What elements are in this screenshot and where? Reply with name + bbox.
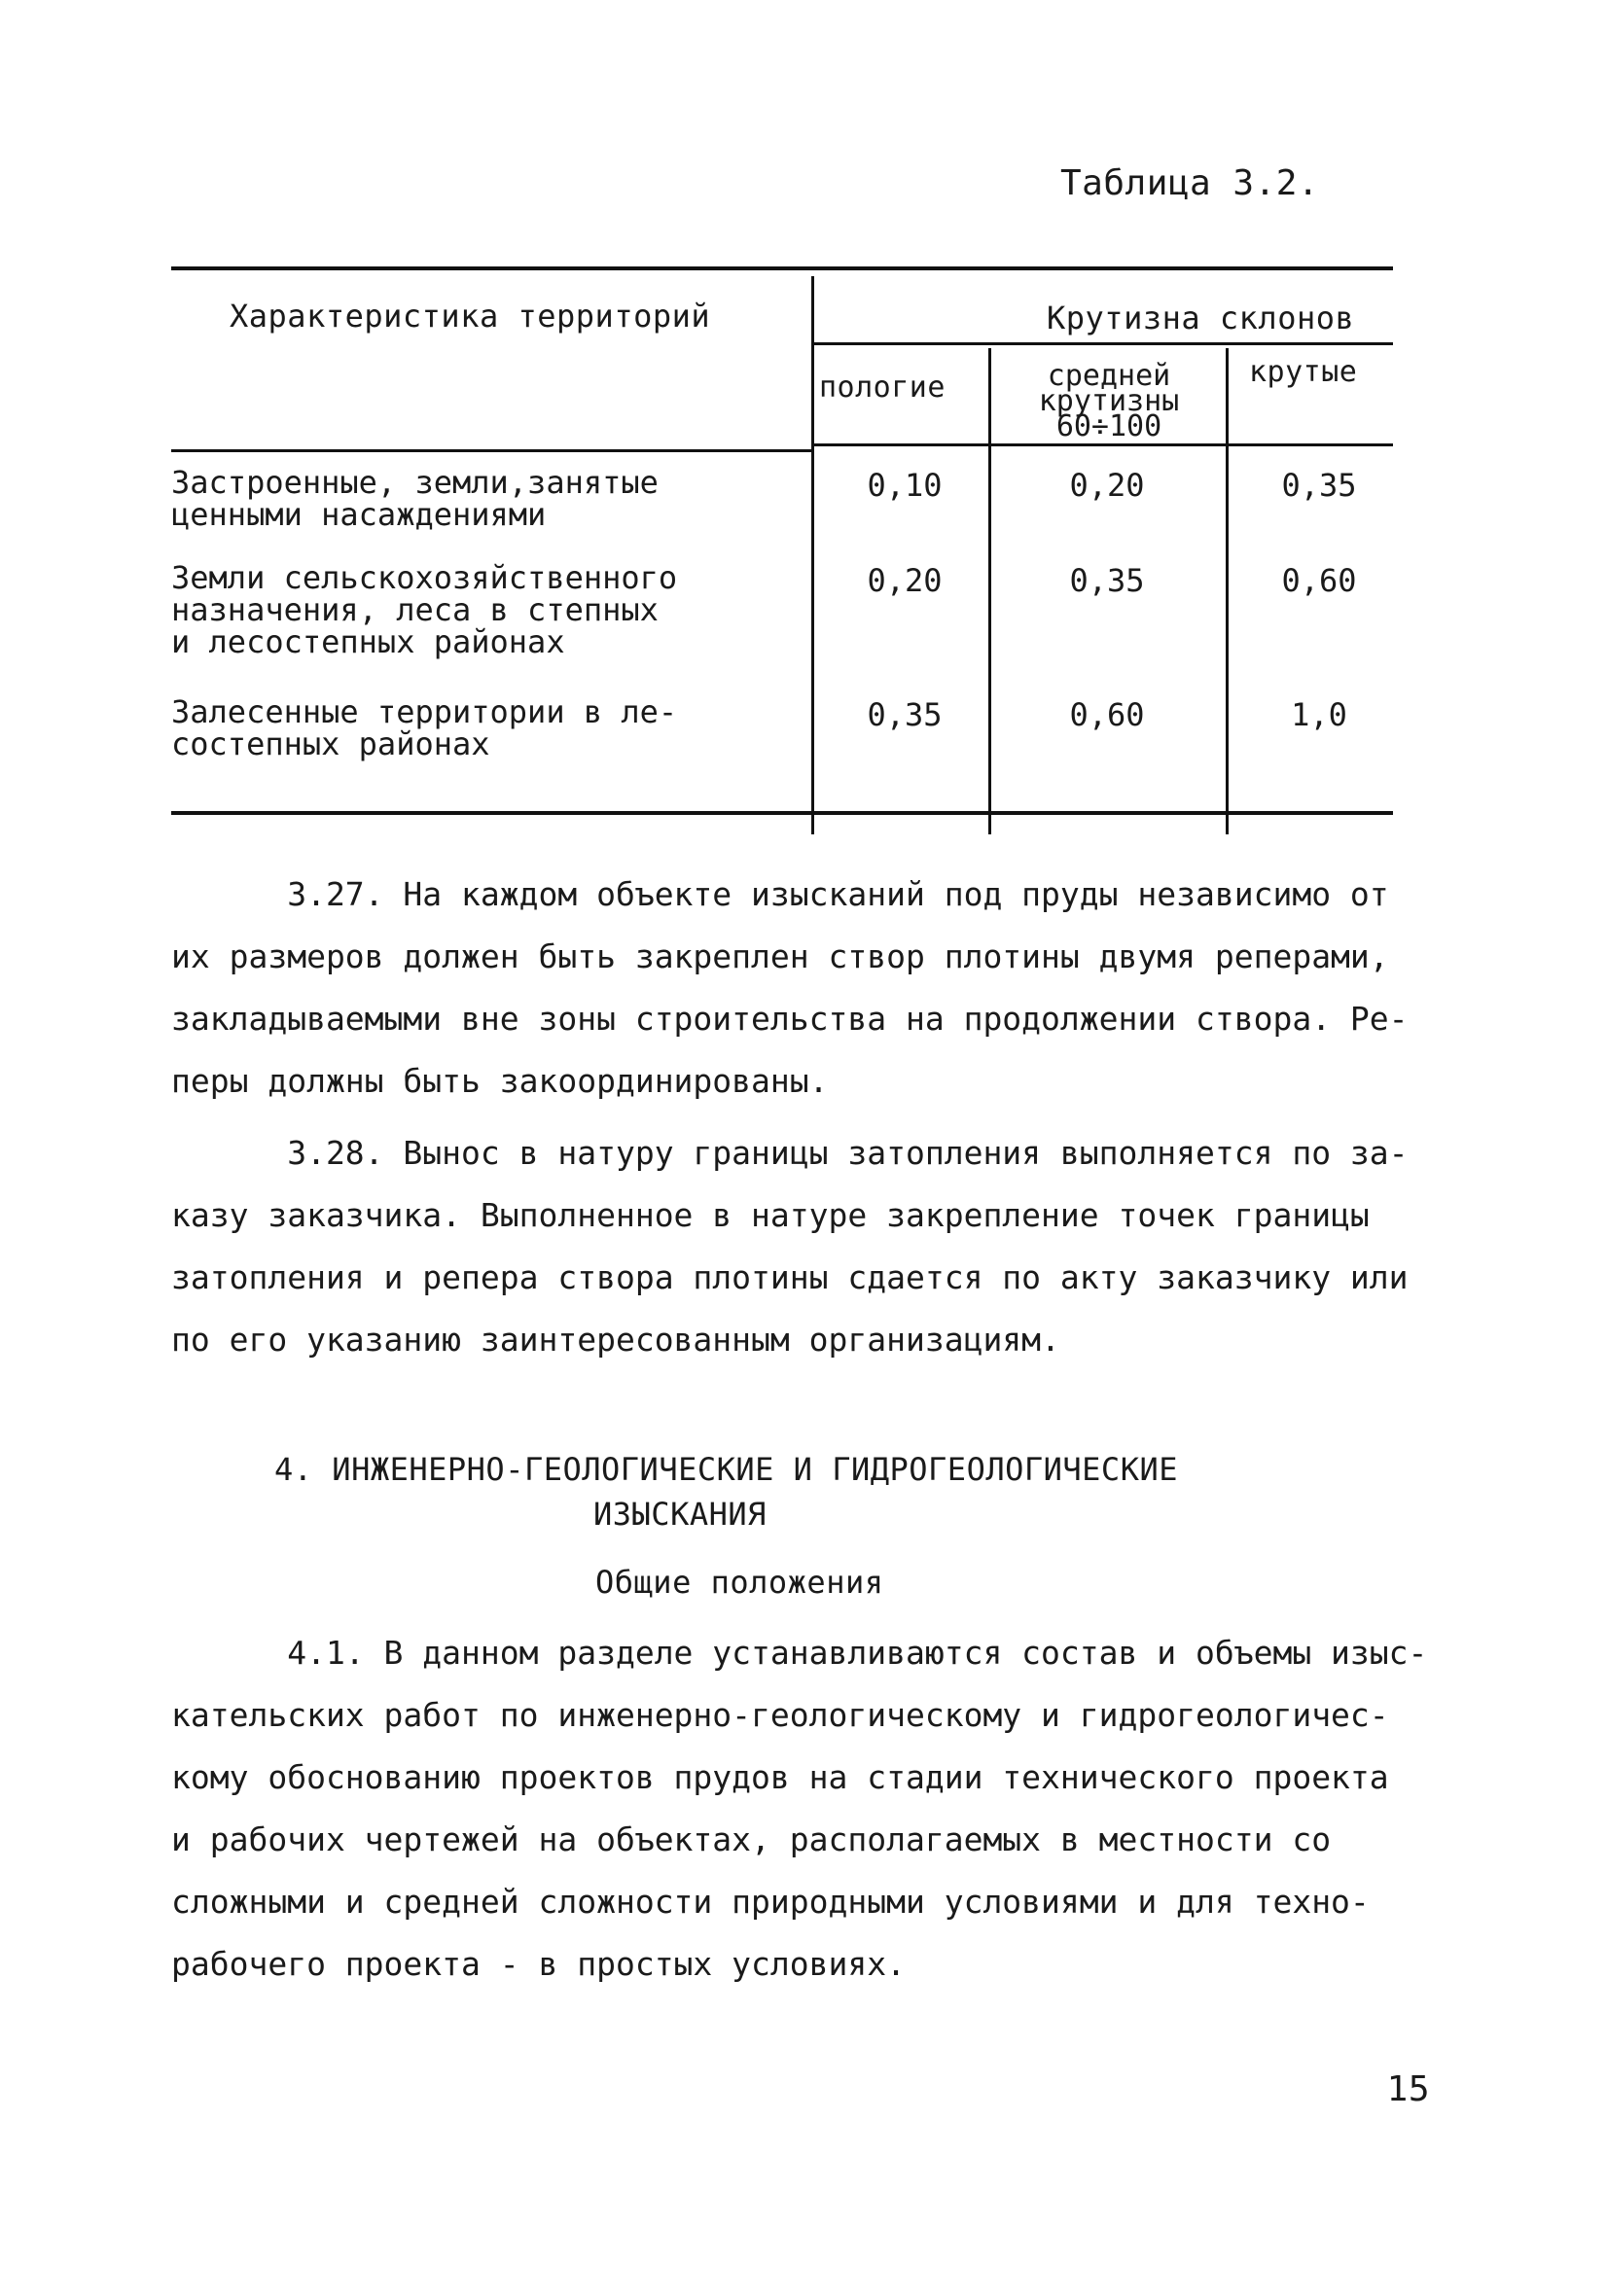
subheader-medium: средней крутизны 60÷100 [1038,359,1180,443]
section-heading-line2: ИЗЫСКАНИЯ [593,1496,767,1533]
cell-r3-gentle: 0,35 [867,696,943,733]
cell-r1-medium: 0,20 [1069,467,1145,504]
cell-r1-steep: 0,35 [1281,467,1357,504]
subheader-steep: крутые [1249,355,1358,389]
group-header-rule [813,342,1393,345]
cell-r2-medium: 0,35 [1069,562,1145,599]
header-slope-group: Крутизна склонов [1047,300,1355,336]
row-label-agricultural: Земли сельскохозяйственного назначения, леса в степных и лесостепных районах [171,559,678,660]
header-bottom-rule [171,449,813,452]
table-top-rule [171,266,1393,270]
cell-r2-steep: 0,60 [1281,562,1357,599]
cell-r1-gentle: 0,10 [867,467,943,504]
subheading-general: Общие положения [595,1564,884,1601]
slope-coefficient-table [171,266,1393,819]
section-heading-line1: 4. ИНЖЕНЕРНО-ГЕОЛОГИЧЕСКИЕ И ГИДРОГЕОЛОГИЧЕСКИЕ [274,1451,1178,1488]
paragraph-3-27: 3.27. На каждом объекте изысканий под пруды независимо от их размеров должен быть закреплен створ плотины двумя реперами, закладываемыми вне зоны строительства на продолжении створа. Ре- перы должны быть закоординированы. [171,875,1409,1100]
cell-r3-steep: 1,0 [1291,696,1347,733]
column-divider-1 [811,276,814,834]
paragraph-4-1: 4.1. В данном разделе устанавливаются состав и объемы изыс- кательских работ по инженерно-геологическому и гидрогеологичес- кому обоснованию проектов прудов на стадии технического проекта и рабочих чертежей на объектах, располагаемых в местности со сложными и средней сложности природными условиями и для техно- рабочего проекта - в простых условиях. [171,1634,1428,1983]
cell-r3-medium: 0,60 [1069,696,1145,733]
row-label-forested: Залесенные территории в ле- состепных районах [171,693,678,762]
table-bottom-rule [171,811,1393,815]
header-bottom-rule-right [813,443,1393,446]
page-number: 15 [1386,2069,1430,2109]
subheader-gentle: пологие [819,371,946,405]
row-label-built-up: Застроенные, земли,занятые ценными насаждениями [171,464,659,533]
column-divider-3 [1226,348,1229,834]
paragraph-3-28: 3.28. Вынос в натуру границы затопления выполняется по за- казу заказчика. Выполненное в натуре закрепление точек границы затопления и репера створа плотины сдается по акту заказчику или по его указанию заинтересованным организациям. [171,1134,1409,1359]
cell-r2-gentle: 0,20 [867,562,943,599]
header-characteristic: Характеристика территорий [230,298,711,335]
table-caption: Таблица 3.2. [1060,163,1320,203]
